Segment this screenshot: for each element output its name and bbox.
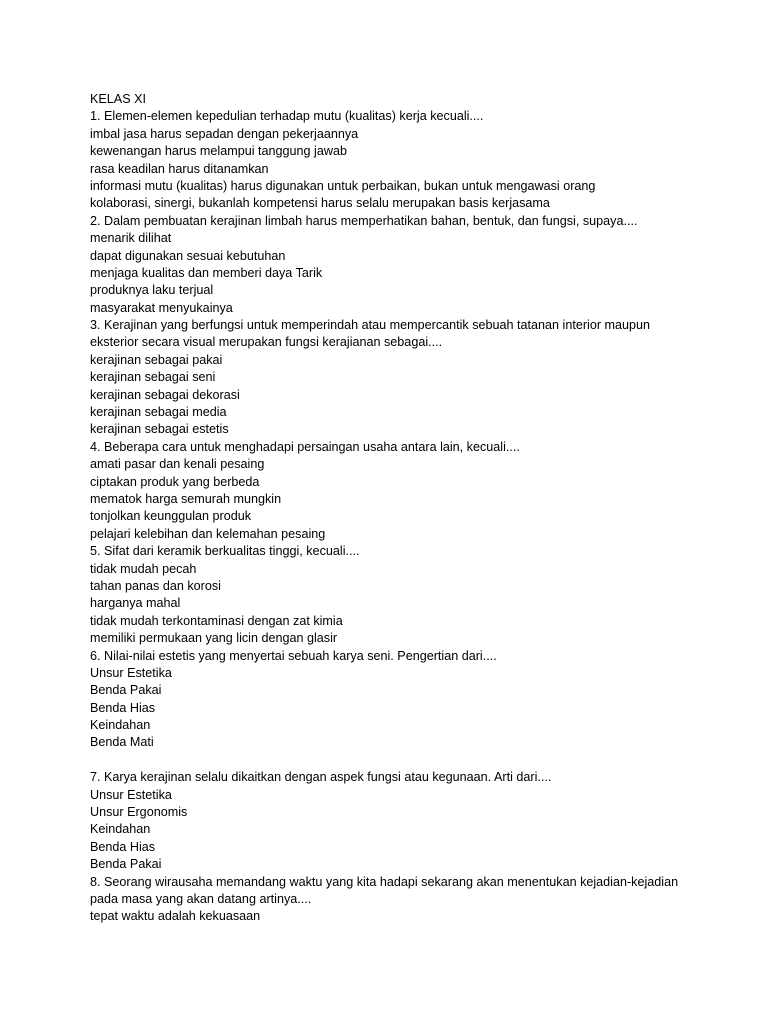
answer-option: Unsur Estetika <box>90 665 172 680</box>
answer-option: menarik dilihat <box>90 231 172 246</box>
answer-option: imbal jasa harus sepadan dengan pekerjaannya <box>90 126 359 141</box>
answer-option: kerajinan sebagai pakai <box>90 352 223 367</box>
question-text: 8. Seorang wirausaha memandang waktu yang kita hadapi sekarang akan menentukan kejadian-kejadian <box>90 874 679 889</box>
question-8 <box>90 874 750 926</box>
answer-option: memiliki permukaan yang licin dengan glasir <box>90 631 338 646</box>
question-text-continued: eksterior secara visual merupakan fungsi kerajianan sebagai.... <box>90 335 443 350</box>
answer-option: Keindahan <box>90 822 151 837</box>
answer-option: produknya laku terjual <box>90 283 214 298</box>
answer-option: Benda Pakai <box>90 857 162 872</box>
answer-option: mematok harga semurah mungkin <box>90 491 282 506</box>
answer-option: Benda Hias <box>90 839 156 854</box>
answer-option: kerajinan sebagai media <box>90 405 227 420</box>
answer-option: Keindahan <box>90 718 151 733</box>
question-text: 7. Karya kerajinan selalu dikaitkan dengan aspek fungsi atau kegunaan. Arti dari.... <box>90 770 552 785</box>
document-page <box>90 91 750 926</box>
answer-option: tidak mudah terkontaminasi dengan zat kimia <box>90 613 343 628</box>
question-text: 2. Dalam pembuatan kerajinan limbah harus memperhatikan bahan, bentuk, dan fungsi, supaya.... <box>90 213 638 228</box>
blank-line-spacer <box>90 752 750 769</box>
question-text: 6. Nilai-nilai estetis yang menyertai sebuah karya seni. Pengertian dari.... <box>90 648 497 663</box>
answer-option: Benda Mati <box>90 735 154 750</box>
answer-option: Unsur Ergonomis <box>90 805 188 820</box>
answer-option: kewenangan harus melampui tanggung jawab <box>90 144 347 159</box>
question-3 <box>90 317 750 439</box>
question-5 <box>90 543 750 647</box>
answer-option: kerajinan sebagai dekorasi <box>90 387 240 402</box>
answer-option: tepat waktu adalah kekuasaan <box>90 909 261 924</box>
answer-option: tahan panas dan korosi <box>90 578 221 593</box>
question-7 <box>90 769 750 873</box>
answer-option: informasi mutu (kualitas) harus digunakan untuk perbaikan, bukan untuk mengawasi orang <box>90 178 596 193</box>
answer-option: tonjolkan keunggulan produk <box>90 509 252 524</box>
question-1 <box>90 108 750 212</box>
question-2 <box>90 213 750 317</box>
answer-option: Unsur Estetika <box>90 787 172 802</box>
answer-option: amati pasar dan kenali pesaing <box>90 457 265 472</box>
document-heading: KELAS XI <box>90 92 147 106</box>
answer-option: rasa keadilan harus ditanamkan <box>90 161 269 176</box>
answer-option: dapat digunakan sesuai kebutuhan <box>90 248 286 263</box>
question-text: 4. Beberapa cara untuk menghadapi persaingan usaha antara lain, kecuali.... <box>90 439 520 454</box>
question-text: 1. Elemen-elemen kepedulian terhadap mutu (kualitas) kerja kecuali.... <box>90 109 484 124</box>
question-text: 5. Sifat dari keramik berkualitas tinggi, kecuali.... <box>90 544 360 559</box>
answer-option: menjaga kualitas dan memberi daya Tarik <box>90 265 323 280</box>
answer-option: kolaborasi, sinergi, bukanlah kompetensi harus selalu merupakan basis kerjasama <box>90 196 550 211</box>
question-text: 3. Kerajinan yang berfungsi untuk memperindah atau mempercantik sebuah tatanan interior maupun <box>90 318 651 333</box>
question-4 <box>90 439 750 543</box>
answer-option: pelajari kelebihan dan kelemahan pesaing <box>90 526 326 541</box>
answer-option: tidak mudah pecah <box>90 561 197 576</box>
answer-option: Benda Pakai <box>90 683 162 698</box>
question-6 <box>90 648 750 752</box>
answer-option: kerajinan sebagai estetis <box>90 422 229 437</box>
question-text-continued: pada masa yang akan datang artinya.... <box>90 891 312 906</box>
answer-option: harganya mahal <box>90 596 181 611</box>
answer-option: Benda Hias <box>90 700 156 715</box>
answer-option: ciptakan produk yang berbeda <box>90 474 260 489</box>
answer-option: masyarakat menyukainya <box>90 300 233 315</box>
answer-option: kerajinan sebagai seni <box>90 370 216 385</box>
